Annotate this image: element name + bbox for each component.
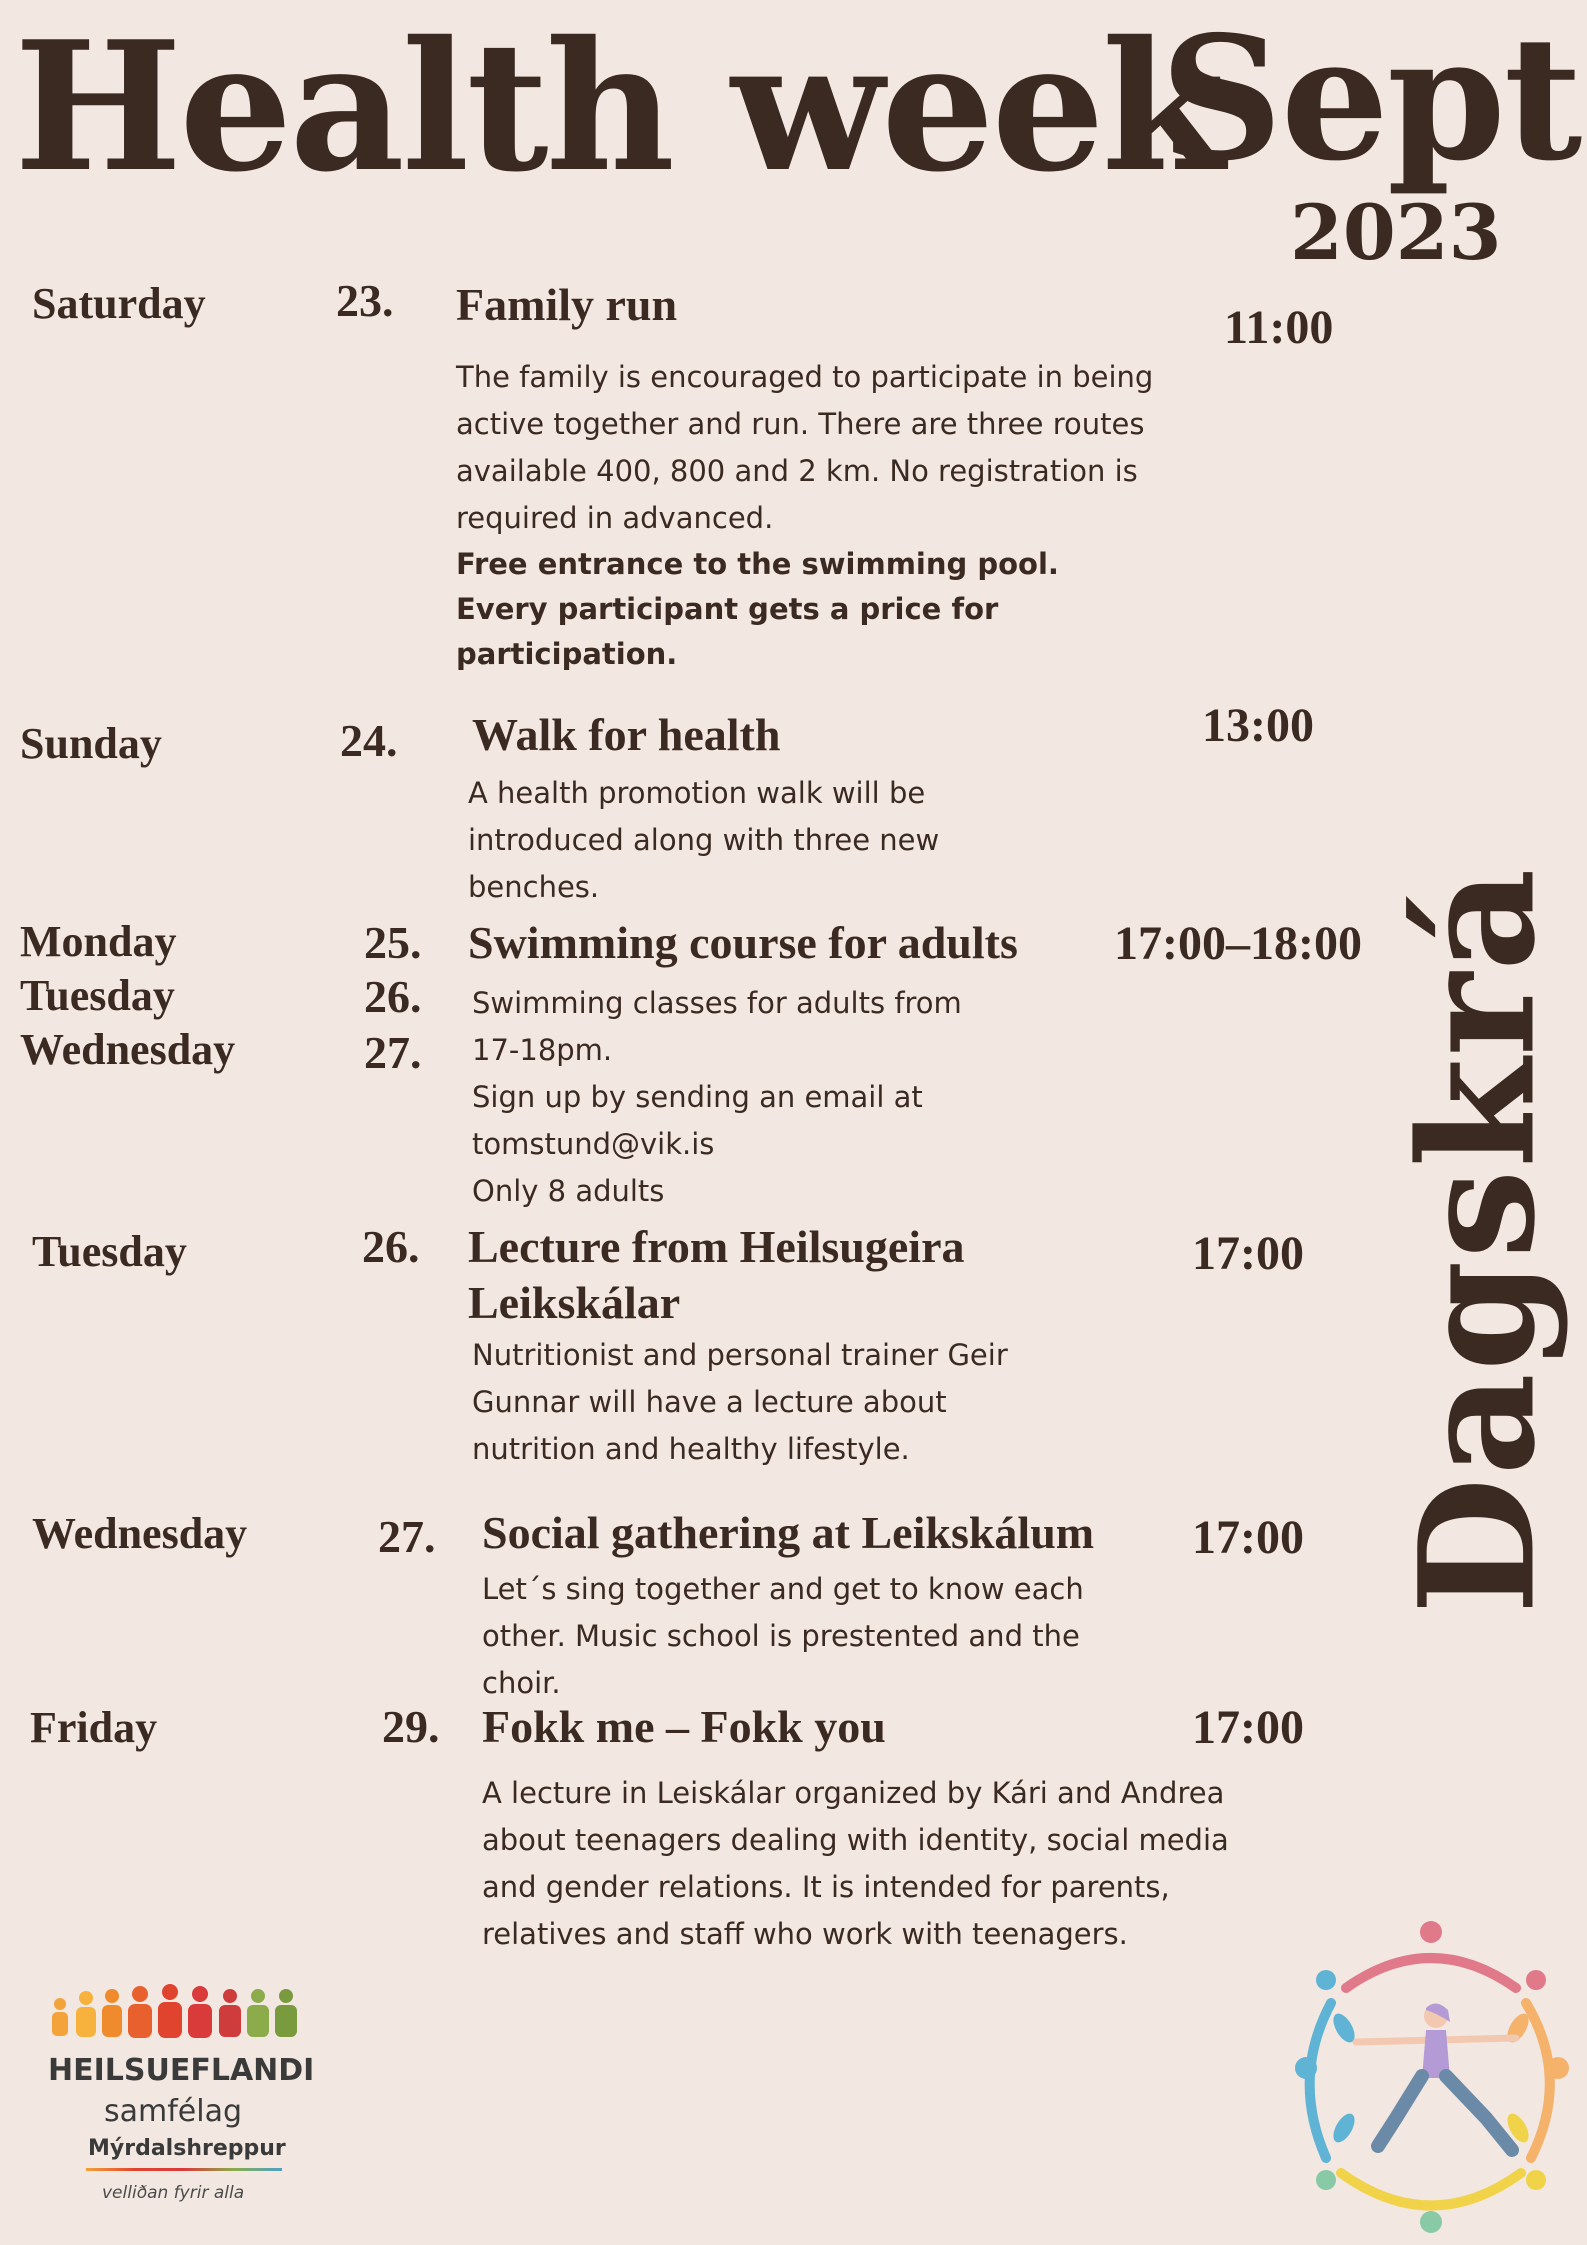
event-date: 29. (382, 1701, 440, 1752)
event-description: Nutritionist and personal trainer Geir Gunnar will have a lecture about nutrition and healthy lifestyle. (472, 1338, 1008, 1466)
event-day: Wednesday (32, 1509, 248, 1558)
event-date: 26. (362, 1221, 420, 1272)
event-time: 17:00 (1192, 1511, 1304, 1564)
event-time: 17:00–18:00 (1114, 917, 1362, 970)
event-date: 23. (336, 275, 394, 326)
event-title: Swimming course for adults (468, 917, 1018, 968)
event-date: 26. (364, 971, 422, 1022)
event-date: 27. (378, 1511, 436, 1562)
event-day: Tuesday (32, 1227, 187, 1276)
event-description: Let´s sing together and get to know each other. Music school is prestented and the choir. (482, 1572, 1084, 1700)
event-time: 17:00 (1192, 1701, 1304, 1754)
event-day: Sunday (20, 719, 162, 768)
event-title: Walk for health (472, 709, 781, 760)
event-description: A lecture in Leiskálar organized by Kári and Andrea about teenagers dealing with identity, social media and gender relations. It is intended for parents, relatives and staff who work with teenagers. (482, 1776, 1229, 1951)
logo-divider (86, 2168, 282, 2171)
event-description: A health promotion walk will be introduced along with three new benches. (468, 776, 940, 904)
event-title: Fokk me – Fokk you (482, 1701, 886, 1752)
vertical-label-container (1385, 866, 1571, 1614)
community-figures-logo-icon (46, 1982, 310, 2048)
event-day: Friday (30, 1703, 158, 1752)
event-date: 24. (340, 715, 398, 766)
logo-samfelag: samfélag (104, 2094, 243, 2129)
yoga-figure-icon (1286, 1918, 1576, 2240)
logo-myrdalshreppur: Mýrdalshreppur (88, 2136, 286, 2161)
vertical-label: Dagskrá (1385, 866, 1571, 1614)
page-title: Health week (14, 2, 1223, 211)
event-title: Family run (456, 279, 678, 330)
event-description: The family is encouraged to participate in being active together and run. There are three routes available 400, 800 and 2 km. No registration is required in advanced. Free entrance to the swimming pool. Every participant gets a price for participation. (456, 360, 1154, 671)
month-label: Sept (1160, 0, 1581, 199)
event-description: Swimming classes for adults from 17-18pm. Sign up by sending an email at tomstund@vik.is Only 8 adults (472, 986, 962, 1208)
event-time: 17:00 (1192, 1227, 1304, 1280)
event-day: Monday (20, 917, 177, 966)
year-label: 2023 (1290, 188, 1502, 277)
event-day: Wednesday (20, 1025, 236, 1074)
email-link[interactable]: tomstund@vik.is (472, 1127, 715, 1161)
event-title: Social gathering at Leikskálum (482, 1507, 1095, 1558)
logo-heilsueflandi: HEILSUEFLANDI (48, 2053, 315, 2088)
event-title: Lecture from Heilsugeira (468, 1221, 965, 1272)
event-time: 11:00 (1224, 301, 1334, 354)
event-day: Saturday (32, 279, 206, 328)
event-date: 25. (364, 917, 422, 968)
event-time: 13:00 (1202, 699, 1314, 752)
event-date: 27. (364, 1027, 422, 1078)
event-title: Leikskálar (468, 1277, 681, 1328)
event-day: Tuesday (20, 971, 175, 1020)
logo-tagline: velliðan fyrir alla (102, 2183, 245, 2203)
